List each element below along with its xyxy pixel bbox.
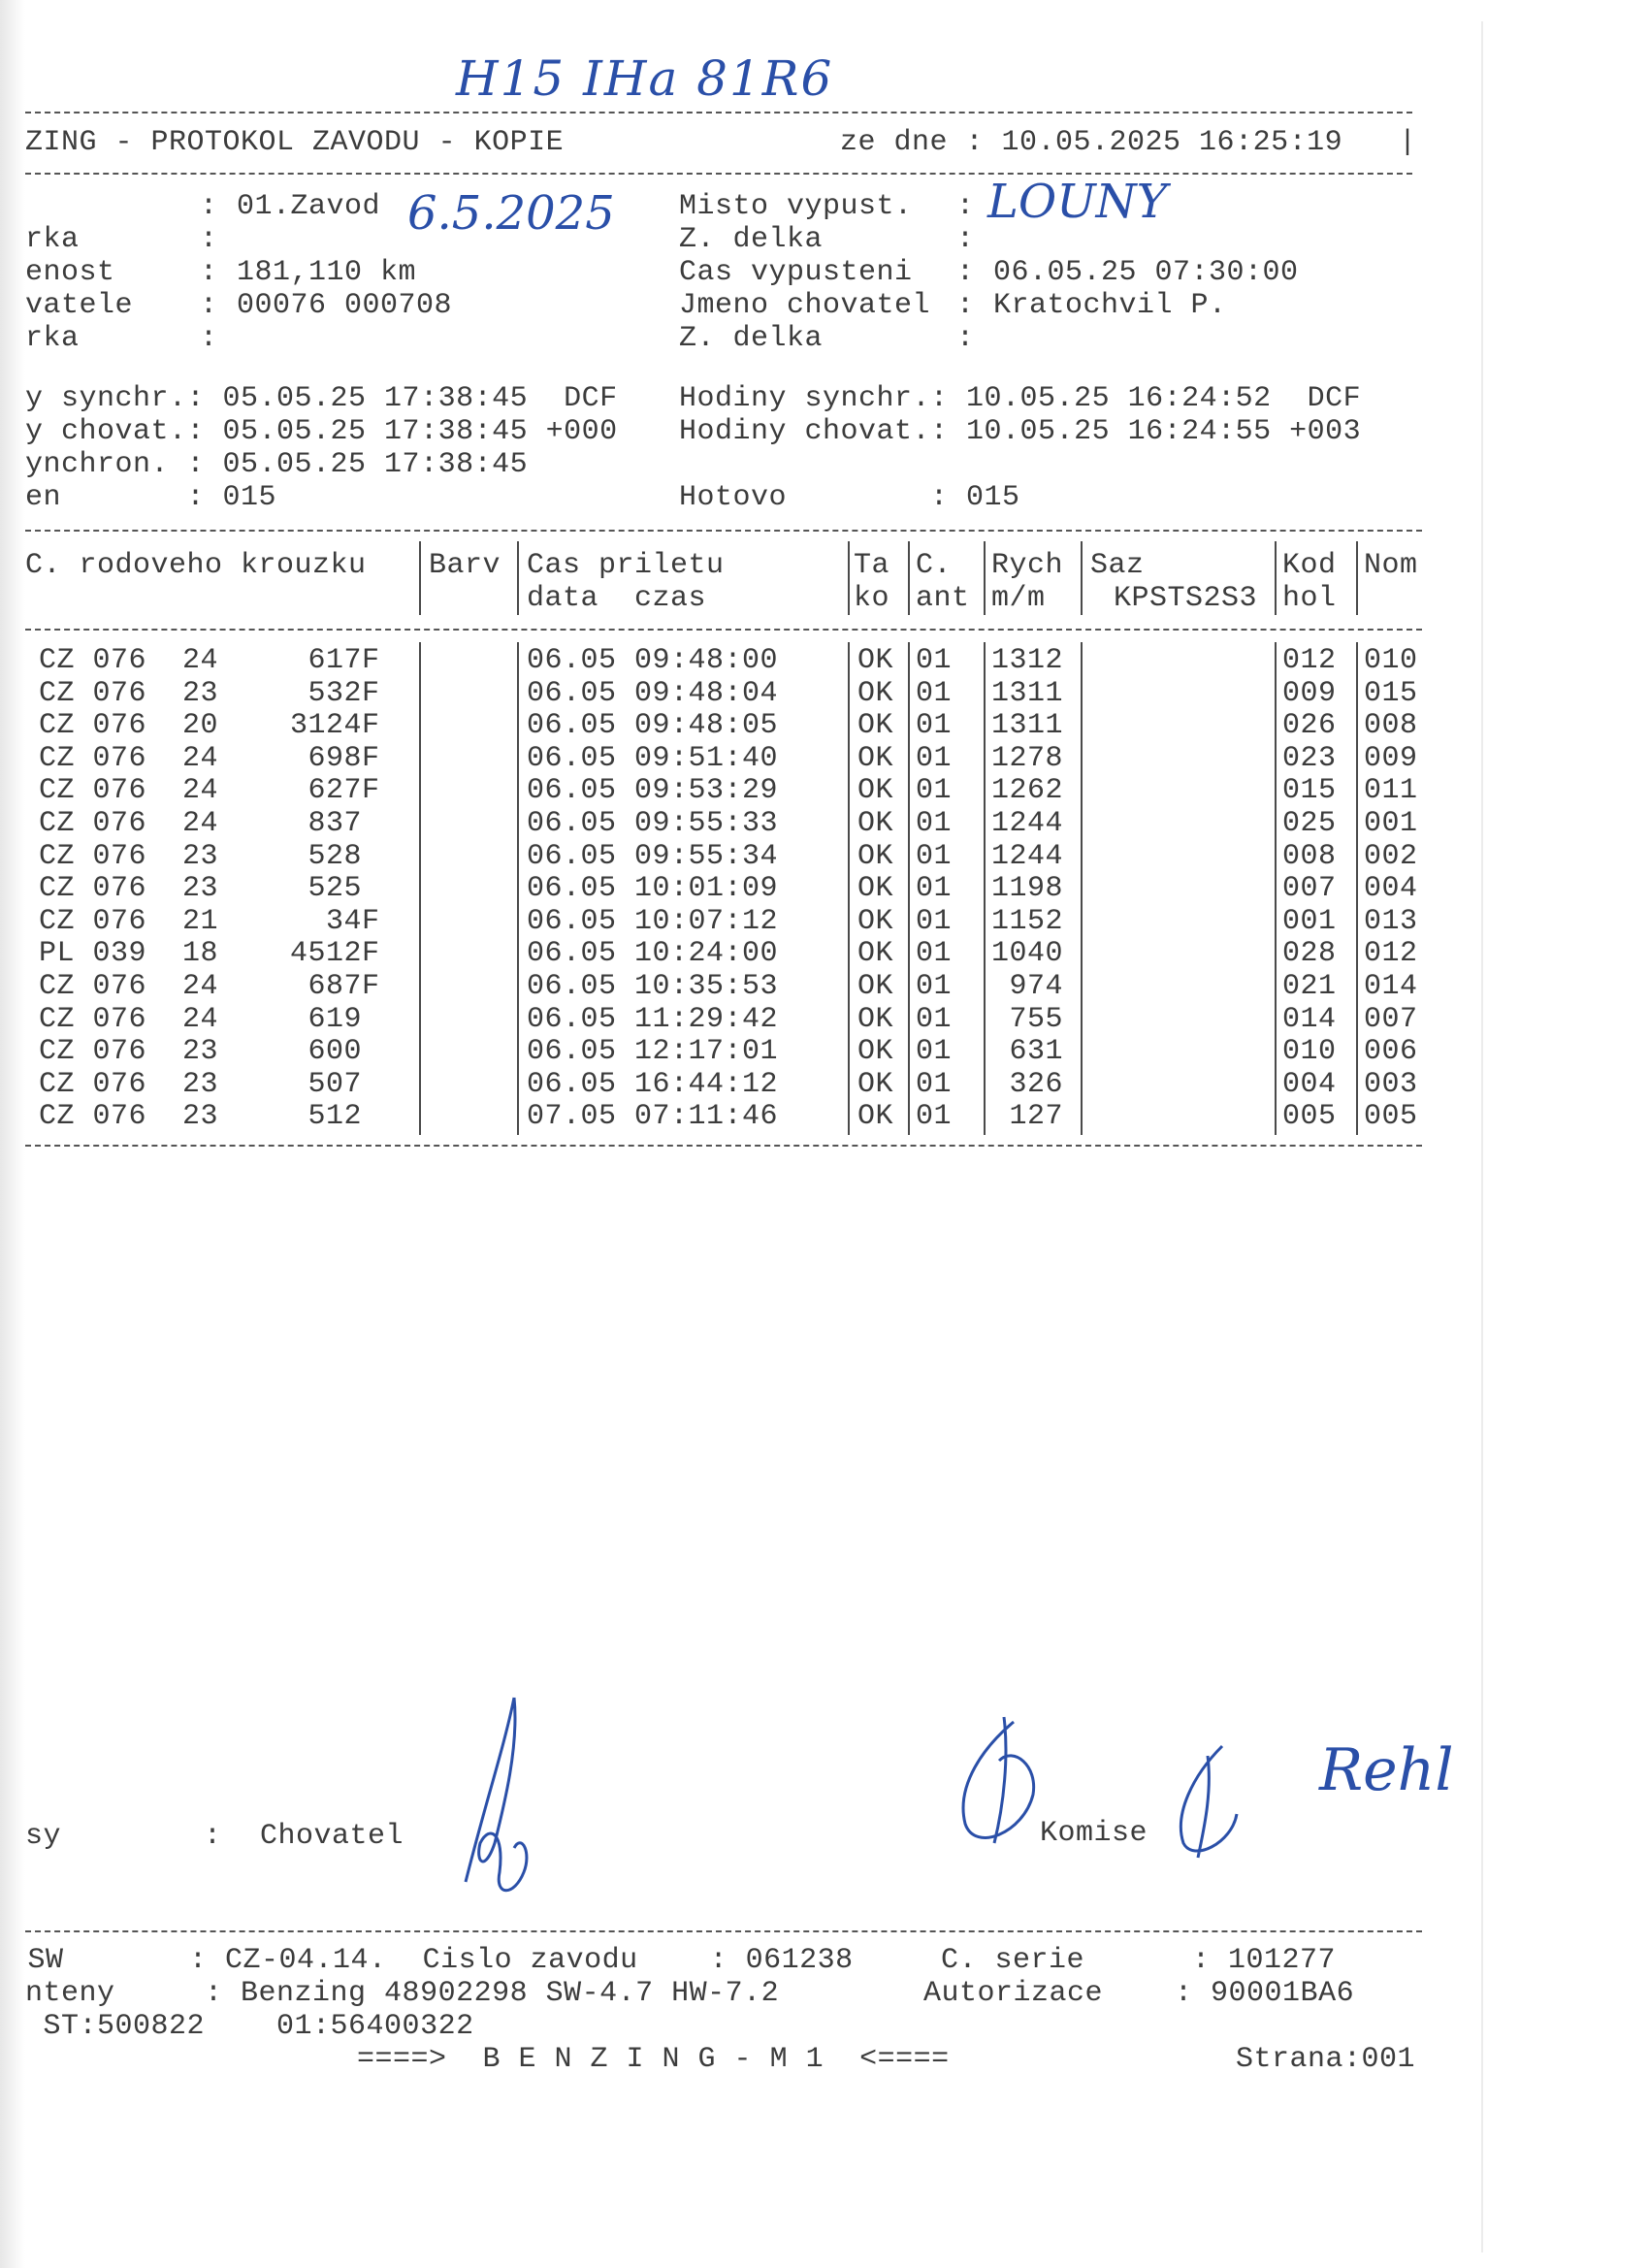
- header-kod2: hol: [1282, 582, 1337, 615]
- header-c2: ant: [916, 582, 970, 615]
- info-left-value: 00076 000708: [237, 289, 453, 322]
- cell-kod: 008: [1282, 839, 1337, 873]
- cell-kod: 012: [1282, 644, 1337, 677]
- cell-rych: 1244: [991, 807, 1064, 840]
- cell-cas: 06.05 11:29:42: [527, 1002, 779, 1036]
- cell-rych: 1244: [991, 839, 1064, 873]
- sig-left-sep: :: [204, 1820, 222, 1853]
- cell-cas: 06.05 09:48:00: [527, 644, 779, 677]
- column-divider: [908, 541, 910, 615]
- header-saz: Saz: [1090, 549, 1145, 582]
- komise-label: Komise: [1040, 1817, 1148, 1850]
- cell-c: 01: [916, 1035, 953, 1069]
- cell-cas: 07.05 07:11:46: [527, 1100, 779, 1134]
- cell-nom: 010: [1364, 644, 1418, 677]
- cell-nom: 012: [1364, 937, 1418, 971]
- header-nom: Nom: [1364, 549, 1418, 582]
- cell-nom: 014: [1364, 970, 1418, 1003]
- cell-rych: 1152: [991, 904, 1064, 938]
- sig-left-label: sy: [25, 1820, 62, 1853]
- column-divider: [908, 642, 910, 1135]
- cell-kod: 026: [1282, 709, 1337, 743]
- header-bottom-rule: [25, 173, 1412, 175]
- cell-kod: 025: [1282, 807, 1337, 840]
- cell-ta: OK: [857, 1067, 894, 1101]
- cell-ring: CZ 076 24 698F: [39, 741, 380, 775]
- cell-rych: 1312: [991, 644, 1064, 677]
- cell-ta: OK: [857, 1100, 894, 1134]
- cell-kod: 007: [1282, 872, 1337, 906]
- cell-ring: CZ 076 24 687F: [39, 970, 380, 1003]
- info-right-value: 06.05.25 07:30:00: [993, 256, 1299, 289]
- cell-ta: OK: [857, 904, 894, 938]
- cell-kod: 001: [1282, 904, 1337, 938]
- cell-ring: CZ 076 24 619: [39, 1002, 380, 1036]
- info-left-value: 181,110 km: [237, 256, 417, 289]
- handwritten-place: LOUNY: [987, 175, 1168, 229]
- column-divider: [419, 541, 421, 615]
- cell-cas: 06.05 09:48:05: [527, 709, 779, 743]
- cell-ta: OK: [857, 970, 894, 1003]
- table-bottom-rule: [25, 1145, 1422, 1147]
- cell-cas: 06.05 10:07:12: [527, 904, 779, 938]
- cell-ta: OK: [857, 774, 894, 808]
- column-divider: [517, 541, 519, 615]
- cell-kod: 004: [1282, 1067, 1337, 1101]
- header-kod: Kod: [1282, 549, 1337, 582]
- sync-left-line: y synchr.: 05.05.25 17:38:45 DCF: [25, 382, 618, 415]
- report-date: ze dne : 10.05.2025 16:25:19: [840, 126, 1343, 159]
- sync-right-line: Hodiny synchr.: 10.05.25 16:24:52 DCF: [679, 382, 1362, 415]
- cell-ring: CZ 076 24 627F: [39, 774, 380, 808]
- cell-nom: 009: [1364, 741, 1418, 775]
- cell-c: 01: [916, 741, 953, 775]
- komise-signature-1: [946, 1707, 1052, 1853]
- cell-kod: 014: [1282, 1002, 1337, 1036]
- cell-rych: 755: [991, 1002, 1064, 1036]
- scan-right-edge: [1481, 21, 1638, 2252]
- footer-line2-left: nteny : Benzing 48902298 SW-4.7 HW-7.2: [25, 1977, 780, 2010]
- cell-c: 01: [916, 1067, 953, 1101]
- cell-ta: OK: [857, 676, 894, 710]
- cell-ta: OK: [857, 807, 894, 840]
- cell-nom: 006: [1364, 1035, 1418, 1069]
- cell-kod: 021: [1282, 970, 1337, 1003]
- column-divider: [1356, 541, 1358, 615]
- cell-ring: CZ 076 23 525: [39, 872, 380, 906]
- cell-cas: 06.05 09:51:40: [527, 741, 779, 775]
- sync-left-line: en : 015: [25, 481, 277, 514]
- cell-c: 01: [916, 937, 953, 971]
- sync-left-line: ynchron. : 05.05.25 17:38:45: [25, 448, 529, 481]
- handwritten-date: 6.5.2025: [407, 186, 615, 241]
- table-top-rule: [25, 530, 1422, 532]
- info-left-sep: :: [200, 289, 218, 322]
- cell-cas: 06.05 10:01:09: [527, 872, 779, 906]
- info-right-label: Cas vypusteni: [679, 256, 913, 289]
- cell-rych: 974: [991, 970, 1064, 1003]
- cell-c: 01: [916, 904, 953, 938]
- column-divider: [848, 541, 850, 615]
- header-rych2: m/m: [991, 582, 1046, 615]
- column-divider: [1275, 541, 1277, 615]
- info-right-value: Kratochvil P.: [993, 289, 1227, 322]
- cell-ring: PL 039 18 4512F: [39, 937, 380, 971]
- cell-nom: 008: [1364, 709, 1418, 743]
- chovatel-signature: [446, 1688, 563, 1911]
- cell-ta: OK: [857, 839, 894, 873]
- cell-rych: 127: [991, 1100, 1064, 1134]
- cell-kod: 005: [1282, 1100, 1337, 1134]
- cell-c: 01: [916, 839, 953, 873]
- footer-line1-left: SW : CZ-04.14. Cislo zavodu : 061238: [10, 1944, 854, 1977]
- cell-c: 01: [916, 807, 953, 840]
- column-divider: [517, 642, 519, 1135]
- cell-nom: 013: [1364, 904, 1418, 938]
- info-right-sep: :: [956, 223, 975, 256]
- cell-ta: OK: [857, 741, 894, 775]
- cell-cas: 06.05 09:55:34: [527, 839, 779, 873]
- info-right-sep: :: [956, 256, 975, 289]
- header-ring: C. rodoveho krouzku: [25, 549, 367, 582]
- column-divider: [1081, 541, 1083, 615]
- info-left-value: 01.Zavod: [237, 190, 381, 223]
- column-divider: [848, 642, 850, 1135]
- header-ta2: ko: [854, 582, 890, 615]
- komise-signature-2: [1164, 1736, 1251, 1863]
- footer-line3: ST:500822 01:56400322: [25, 2010, 474, 2043]
- cell-c: 01: [916, 709, 953, 743]
- cell-cas: 06.05 09:48:04: [527, 676, 779, 710]
- column-divider: [984, 541, 986, 615]
- cell-kod: 023: [1282, 741, 1337, 775]
- footer-banner: ====> B E N Z I N G - M 1 <====: [357, 2043, 950, 2076]
- cell-ring: CZ 076 23 600: [39, 1035, 380, 1069]
- header-top-rule: [25, 112, 1412, 113]
- column-divider: [1081, 642, 1083, 1135]
- header-rych: Rych: [991, 549, 1064, 582]
- cell-ring: CZ 076 23 507: [39, 1067, 380, 1101]
- cell-nom: 002: [1364, 839, 1418, 873]
- cell-kod: 015: [1282, 774, 1337, 808]
- cell-c: 01: [916, 970, 953, 1003]
- cell-ring: CZ 076 21 34F: [39, 904, 380, 938]
- cell-ring: CZ 076 23 532F: [39, 676, 380, 710]
- footer-line1-right: C. serie : 101277: [941, 1944, 1337, 1977]
- info-right-label: Z. delka: [679, 322, 824, 355]
- cell-ring: CZ 076 23 528: [39, 839, 380, 873]
- info-left-sep: :: [200, 223, 218, 256]
- cell-cas: 06.05 09:53:29: [527, 774, 779, 808]
- cell-nom: 001: [1364, 807, 1418, 840]
- cell-ta: OK: [857, 644, 894, 677]
- info-right-label: Z. delka: [679, 223, 824, 256]
- cell-nom: 011: [1364, 774, 1418, 808]
- info-left-label: enost: [25, 256, 115, 289]
- footer-rule: [25, 1930, 1422, 1932]
- cell-nom: 005: [1364, 1100, 1418, 1134]
- cell-ta: OK: [857, 1035, 894, 1069]
- info-right-sep: :: [956, 322, 975, 355]
- cell-cas: 06.05 09:55:33: [527, 807, 779, 840]
- info-left-label: rka: [25, 223, 80, 256]
- cell-rych: 1198: [991, 872, 1064, 906]
- header-barv: Barv: [429, 549, 501, 582]
- cell-ta: OK: [857, 709, 894, 743]
- cell-nom: 003: [1364, 1067, 1418, 1101]
- column-divider: [984, 642, 986, 1135]
- cell-ta: OK: [857, 872, 894, 906]
- info-left-sep: :: [200, 322, 218, 355]
- column-divider: [419, 642, 421, 1135]
- scan-edge-shadow: [0, 0, 25, 2268]
- footer-line2-right: Autorizace : 90001BA6: [923, 1977, 1355, 2010]
- info-right-label: Misto vypust.: [679, 190, 913, 223]
- info-right-sep: :: [956, 190, 975, 223]
- cell-ta: OK: [857, 937, 894, 971]
- info-left-label: vatele: [25, 289, 134, 322]
- info-left-sep: :: [200, 256, 218, 289]
- handwritten-code: H15 IHa 81R6: [456, 50, 834, 107]
- cell-rych: 1278: [991, 741, 1064, 775]
- page-title: ZING - PROTOKOL ZAVODU - KOPIE: [25, 126, 565, 159]
- cell-kod: 028: [1282, 937, 1337, 971]
- sync-right-line: Hotovo : 015: [679, 481, 1020, 514]
- cell-ta: OK: [857, 1002, 894, 1036]
- cell-nom: 015: [1364, 676, 1418, 710]
- cell-rych: 1040: [991, 937, 1064, 971]
- cell-ring: CZ 076 24 617F: [39, 644, 380, 677]
- header-ta: Ta: [854, 549, 890, 582]
- info-right-label: Jmeno chovatel: [679, 289, 931, 322]
- komise-handwriting: Rehl: [1319, 1736, 1454, 1804]
- cell-cas: 06.05 12:17:01: [527, 1035, 779, 1069]
- cell-ring: CZ 076 23 512: [39, 1100, 380, 1134]
- header-cas: Cas priletu: [527, 549, 725, 582]
- cell-rych: 631: [991, 1035, 1064, 1069]
- cell-c: 01: [916, 676, 953, 710]
- info-right-sep: :: [956, 289, 975, 322]
- cell-c: 01: [916, 1100, 953, 1134]
- cell-nom: 004: [1364, 872, 1418, 906]
- info-left-sep: :: [200, 190, 218, 223]
- chovatel-label: Chovatel: [260, 1820, 404, 1853]
- cell-cas: 06.05 10:24:00: [527, 937, 779, 971]
- header-closing-bar: |: [1399, 126, 1417, 159]
- header-cas2: data czas: [527, 582, 707, 615]
- cell-kod: 009: [1282, 676, 1337, 710]
- cell-cas: 06.05 10:35:53: [527, 970, 779, 1003]
- page-number: Strana:001: [1236, 2043, 1416, 2076]
- cell-c: 01: [916, 774, 953, 808]
- cell-ring: CZ 076 20 3124F: [39, 709, 380, 743]
- cell-c: 01: [916, 872, 953, 906]
- info-left-label: rka: [25, 322, 80, 355]
- cell-cas: 06.05 16:44:12: [527, 1067, 779, 1101]
- header-saz2: KPSTS2S3: [1114, 582, 1258, 615]
- cell-kod: 010: [1282, 1035, 1337, 1069]
- cell-nom: 007: [1364, 1002, 1418, 1036]
- sync-left-line: y chovat.: 05.05.25 17:38:45 +000: [25, 415, 618, 448]
- cell-rych: 1311: [991, 676, 1064, 710]
- column-divider: [1275, 642, 1277, 1135]
- cell-rych: 1311: [991, 709, 1064, 743]
- cell-c: 01: [916, 1002, 953, 1036]
- header-c: C.: [916, 549, 953, 582]
- cell-rych: 326: [991, 1067, 1064, 1101]
- cell-c: 01: [916, 644, 953, 677]
- cell-rych: 1262: [991, 774, 1064, 808]
- sync-right-line: Hodiny chovat.: 10.05.25 16:24:55 +003: [679, 415, 1362, 448]
- column-divider: [1356, 642, 1358, 1135]
- table-header-rule: [25, 629, 1422, 631]
- cell-ring: CZ 076 24 837: [39, 807, 380, 840]
